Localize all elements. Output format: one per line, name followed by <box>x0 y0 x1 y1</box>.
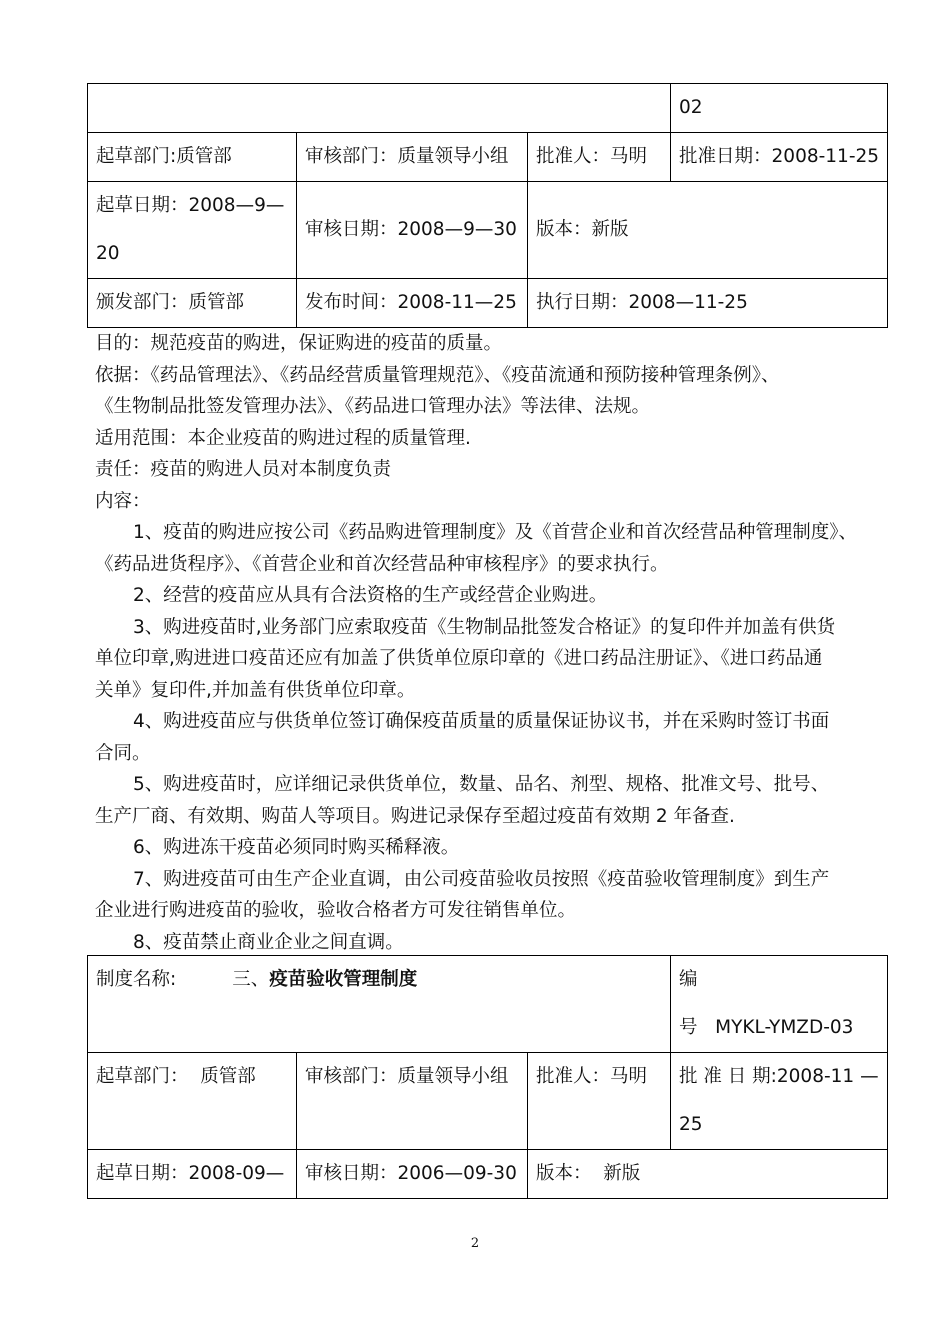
table1-row-issue <box>88 279 888 328</box>
scope-line: 适用范围：本企业疫苗的购进过程的质量管理. <box>95 427 471 449</box>
table2-name-cell <box>88 956 671 1053</box>
item-7-line-2: 企业进行购进疫苗的验收，验收合格者方可发往销售单位。 <box>95 900 577 921</box>
table2-code-line2: 号 MYKL-YMZD-03 <box>679 1017 854 1038</box>
table2-review-dept: 审核部门：质量领导小组 <box>297 1053 528 1150</box>
page-number: 2 <box>470 1236 480 1251</box>
content-label: 内容： <box>95 490 151 512</box>
item-3-line-1: 3、购进疫苗时,业务部门应索取疫苗《生物制品批签发合格证》的复印件并加盖有供货 <box>133 616 836 638</box>
regulation-body <box>95 328 865 958</box>
table1-review-date: 审核日期：2008—9—30 <box>297 182 528 279</box>
item-1-line-2: 《药品进货程序》、《首营企业和首次经营品种审核程序》的要求执行。 <box>95 553 669 575</box>
table2-approval-date-line1: 批 准 日 期:2008-11 — <box>679 1066 879 1087</box>
table2-approver: 批准人：马明 <box>528 1053 671 1150</box>
item-8: 8、疫苗禁止商业企业之间直调。 <box>133 931 404 953</box>
table1-effective-date: 执行日期：2008—11-25 <box>528 279 888 328</box>
document-info-table-2 <box>87 955 888 1199</box>
purpose-line: 目的：规范疫苗的购进，保证购进的疫苗的质量。 <box>95 333 503 354</box>
table2-row-departments <box>88 1053 888 1150</box>
table1-approval-date: 批准日期：2008-11-25 <box>671 133 888 182</box>
table1-name-cell <box>88 84 671 133</box>
table2-name-value: 疫苗验收管理制度 <box>269 969 418 990</box>
item-1-line-1: 1、疫苗的购进应按公司《药品购进管理制度》及《首营企业和首次经营品种管理制度》、 <box>133 522 858 543</box>
table2-code-cell <box>671 956 888 1053</box>
table1-draft-date-line1: 起草日期：2008—9— <box>96 195 285 216</box>
item-4-line-1: 4、购进疫苗应与供货单位签订确保疫苗质量的质量保证协议书，并在采购时签订书面 <box>133 711 830 732</box>
item-7-line-1: 7、购进疫苗可由生产企业直调，由公司疫苗验收员按照《疫苗验收管理制度》到生产 <box>133 868 830 890</box>
basis-line-2: 《生物制品批签发管理办法》、《药品进口管理办法》等法律、法规。 <box>95 396 651 417</box>
table1-draft-date <box>88 182 297 279</box>
table1-approver: 批准人：马明 <box>528 133 671 182</box>
table2-approval-date-line2: 25 <box>679 1114 703 1135</box>
table1-publish-time: 发布时间：2008-11—25 <box>297 279 528 328</box>
table2-name-prefix: 三、 <box>232 969 270 990</box>
table1-review-dept: 审核部门：质量领导小组 <box>297 133 528 182</box>
table2-version: 版本： 新版 <box>528 1150 888 1199</box>
responsibility-line: 责任：疫苗的购进人员对本制度负责 <box>95 459 392 480</box>
table2-draft-date: 起草日期：2008-09— <box>88 1150 297 1199</box>
table1-row-departments <box>88 133 888 182</box>
table1-row-code <box>88 84 888 133</box>
table2-row-name <box>88 956 888 1053</box>
table2-review-date: 审核日期：2006—09-30 <box>297 1150 528 1199</box>
table2-approval-date <box>671 1053 888 1150</box>
table1-code-cell: 02 <box>671 84 888 133</box>
item-2: 2、经营的疫苗应从具有合法资格的生产或经营企业购进。 <box>133 585 608 606</box>
table2-draft-dept: 起草部门： 质管部 <box>88 1053 297 1150</box>
item-5-line-2: 生产厂商、有效期、购苗人等项目。购进记录保存至超过疫苗有效期 2 年备查. <box>95 805 735 827</box>
table2-name-label: 制度名称: <box>96 969 177 990</box>
basis-line-1: 依据：《药品管理法》、《药品经营质量管理规范》、《疫苗流通和预防接种管理条例》、 <box>95 364 780 386</box>
table2-code-line1: 编 <box>679 969 698 990</box>
table2-row-dates <box>88 1150 888 1199</box>
item-3-line-3: 关单》复印件,并加盖有供货单位印章。 <box>95 679 416 701</box>
table1-row-dates <box>88 182 888 279</box>
item-3-line-2: 单位印章,购进进口疫苗还应有加盖了供货单位原印章的《进口药品注册证》、《进口药品通 <box>95 648 823 669</box>
table1-issue-dept: 颁发部门：质管部 <box>88 279 297 328</box>
item-5-line-1: 5、购进疫苗时，应详细记录供货单位，数量、品名、剂型、规格、批准文号、批号、 <box>133 774 830 795</box>
table1-draft-date-line2: 20 <box>96 243 120 264</box>
table1-version: 版本：新版 <box>528 182 888 279</box>
document-info-table-1 <box>87 83 888 328</box>
item-6: 6、购进冻干疫苗必须同时购买稀释液。 <box>133 837 460 858</box>
table1-draft-dept: 起草部门:质管部 <box>88 133 297 182</box>
item-4-line-2: 合同。 <box>95 742 151 764</box>
